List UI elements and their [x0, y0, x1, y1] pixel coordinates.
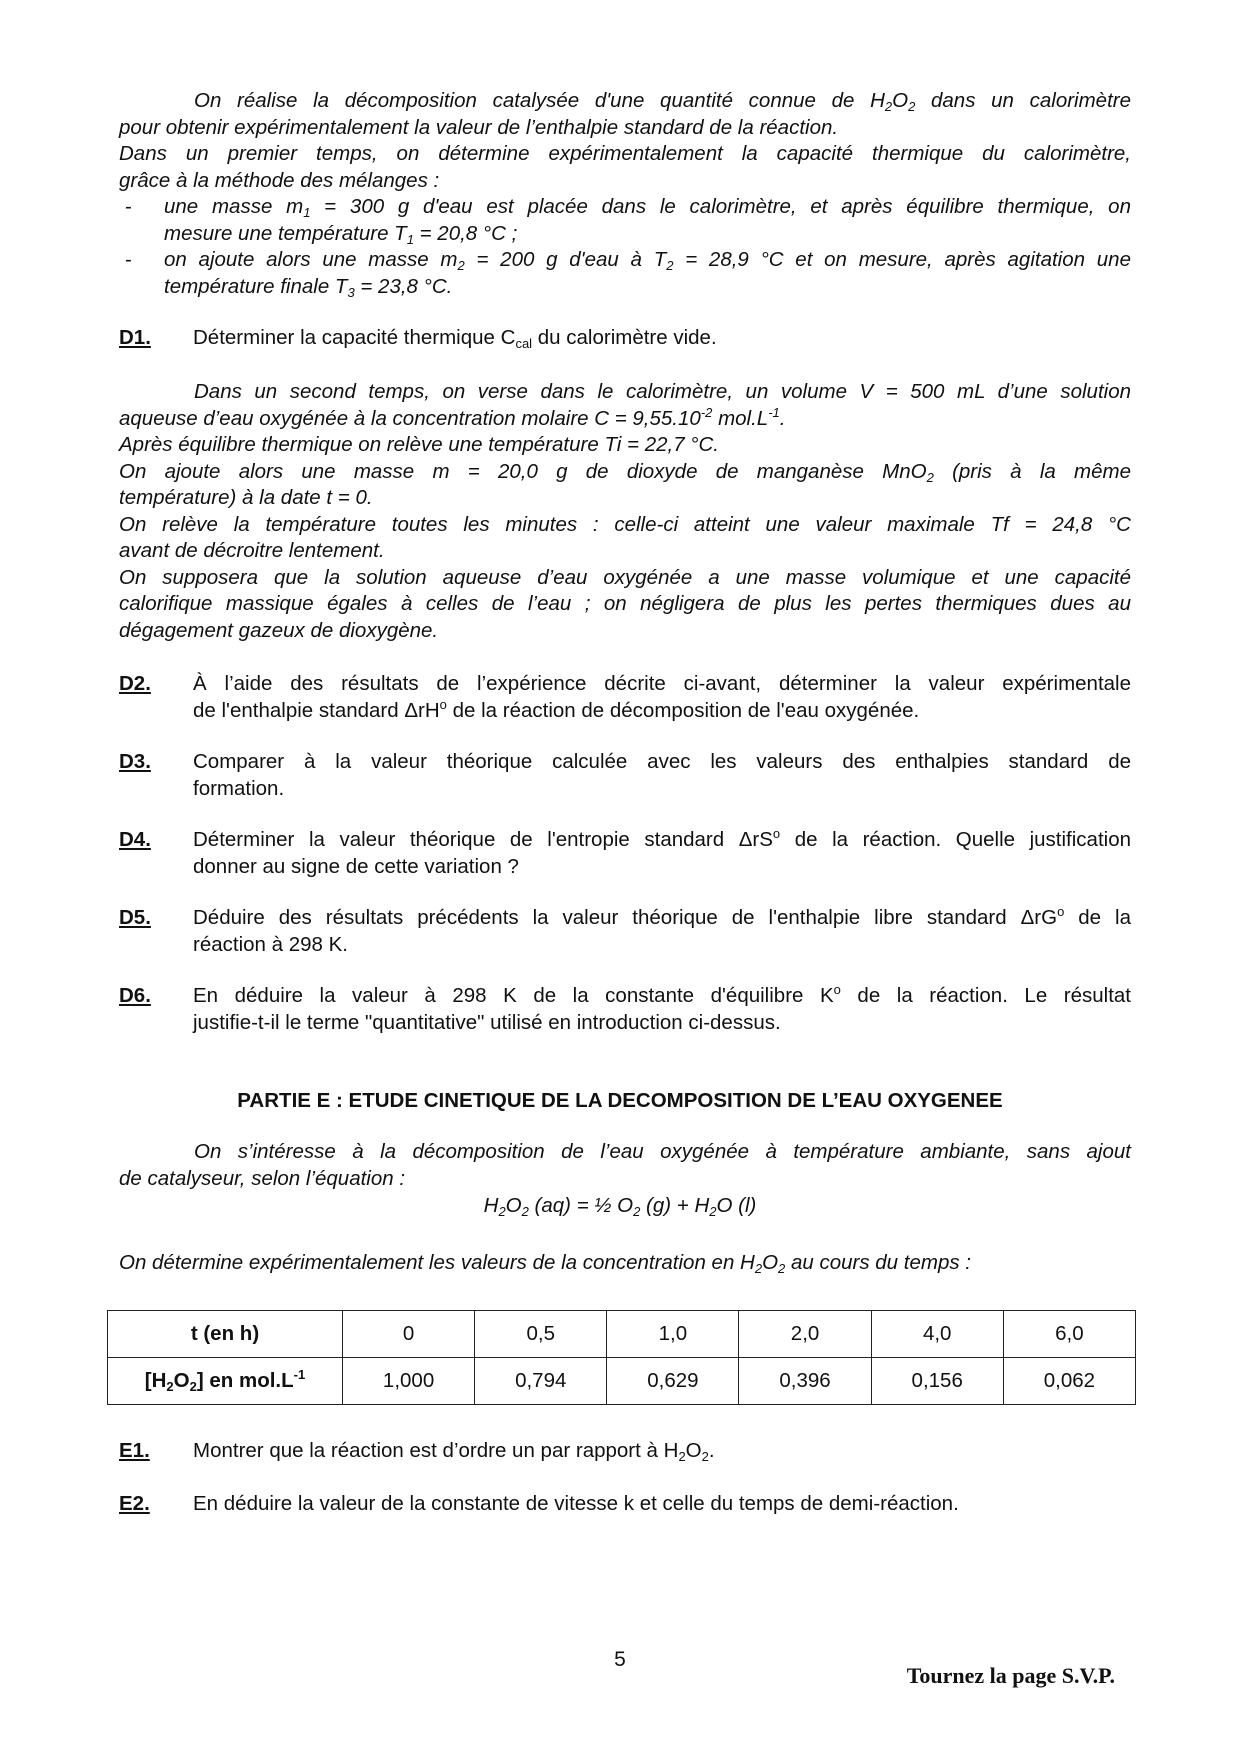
question-text: En déduire la valeur à 298 K de la constante d'équilibre $K^o$ de la réaction. Le résultat justifie-t-il le terme "quantitative" utilisé en introduction ci-dessus.	[193, 982, 1131, 1034]
intro-line-1: On réalise la décomposition catalysée d'une quantité connue de $H_2O_2$ dans un calorimètre	[194, 89, 1131, 114]
table-row	[108, 1311, 1136, 1358]
question-d4: D4. Déterminer la valeur théorique de l'entropie standard ΔrS$^o$ de la réaction. Quelle justification donner au signe de cette variation ?	[119, 827, 1131, 880]
question-d3: D3. Comparer à la valeur théorique calculée avec les valeurs des enthalpies standard de formation.	[119, 749, 1131, 802]
table-cell: 0,5	[475, 1311, 607, 1358]
bullet-1: - une masse $m_1 = 300$ g d'eau est placée dans le calorimètre, et après équilibre thermique, on mesure une température $T_1 = 20,8$ °C ;	[125, 195, 1131, 247]
concentration-table	[107, 1310, 1136, 1405]
question-d6: D6. En déduire la valeur à 298 K de la constante d'équilibre $K^o$ de la réaction. Le résultat justifie-t-il le terme "quantitative" utilisé en introduction ci-dessus.	[119, 983, 1131, 1036]
question-d5: D5. Déduire des résultats précédents la valeur théorique de l'enthalpie libre standard ΔrG$^o$ de la réaction à 298 K.	[119, 905, 1131, 958]
intro-line-3: Dans un premier temps, on détermine expérimentalement la capacité thermique du calorimètre,	[119, 142, 1131, 165]
reaction-equation: $H_2O_2$ (aq) = ½ $O_2$ $(g) + H_2O$ (l)	[483, 1194, 757, 1219]
question-text: Déterminer la valeur théorique de l'entropie standard ΔrS$^o$ de la réaction. Quelle justification donner au signe de cette variation ?	[193, 826, 1132, 878]
intro-line-4: grâce à la méthode des mélanges :	[119, 168, 440, 192]
table-caption: On détermine expérimentalement les valeurs de la concentration en $H_2O_2$ au cours du temps :	[119, 1251, 971, 1276]
intro-line-2: pour obtenir expérimentalement la valeur de l’enthalpie standard de la réaction.	[119, 115, 839, 139]
table-cell: 1,0	[607, 1311, 739, 1358]
question-e1: E1. Montrer que la réaction est d’ordre un par rapport à $H_2O_2$.	[119, 1438, 1131, 1465]
bullet-2: - on ajoute alors une masse $m_2 = 200$ g d'eau à $T_2 = 28,9$ °C et on mesure, après agitation une température finale $T_3 = 23,8$ °C.	[125, 248, 1131, 300]
table-row	[108, 1358, 1136, 1405]
question-text: Déterminer la capacité thermique $C_{cal}$ du calorimètre vide.	[193, 326, 717, 351]
partE-intro: On s’intéresse à la décomposition de l’eau oxygénée à température ambiante, sans ajout de catalyseur, selon l’équation :	[119, 1140, 1131, 1190]
question-d1	[119, 325, 1131, 352]
table-cell: 0,156	[871, 1358, 1003, 1405]
question-text: À l’aide des résultats de l’expérience décrite ci-avant, déterminer la valeur expérimentale de l'enthalpie standard ΔrH$^o$ de la réaction de décomposition de l'eau oxygénée.	[193, 672, 1131, 722]
table-cell: 0,794	[475, 1358, 607, 1405]
turn-page-note: Tournez la page S.V.P.	[906, 1663, 1115, 1688]
table-cell: 4,0	[871, 1311, 1003, 1358]
table-cell: 1,000	[343, 1358, 475, 1405]
second-paragraph: Dans un second temps, on verse dans le calorimètre, un volume V = 500 mL d’une solution aqueuse d’eau oxygénée à la concentration molaire $C = 9,55.10^{-2}$ $mol.L^{-1}$. Après équilibre thermique on relève une température Ti = 22,7 °C. On ajoute alors une masse m = 20,0 g de dioxyde de manganèse MnO$_2$ (pris à la même température) à la date t = 0. On relève la température toutes les minutes : celle-ci atteint une valeur maximale Tf = 24,8 °C avant de décroitre lentement. On supposera que la solution aqueuse d’eau oxygénée a une masse volumique et une capacité calorifique massique égales à celles de l’eau ; on négligera de plus les pertes thermiques dues au dégagement gazeux de dioxygène.	[119, 380, 1131, 642]
table-header-time: t (en h)	[108, 1311, 343, 1358]
table-cell: 0,396	[739, 1358, 871, 1405]
question-text: Déduire des résultats précédents la valeur théorique de l'enthalpie libre standard ΔrG$^o$ de la réaction à 298 K.	[193, 904, 1131, 956]
question-e2: E2. En déduire la valeur de la constante de vitesse k et celle du temps de demi-réaction.	[119, 1491, 1131, 1518]
table-header-concentration: $[H_2O_2]$ en $mol.L^{-1}$	[108, 1358, 343, 1405]
question-d2: D2. À l’aide des résultats de l’expérience décrite ci-avant, déterminer la valeur expérimentale de l'enthalpie standard ΔrH$^o$ de la réaction de décomposition de l'eau oxygénée.	[119, 671, 1131, 724]
table-cell: 2,0	[739, 1311, 871, 1358]
table-cell: 0,062	[1003, 1358, 1135, 1405]
question-text: En déduire la valeur de la constante de vitesse k et celle du temps de demi-réaction.	[193, 1492, 959, 1515]
table-cell: 0	[343, 1311, 475, 1358]
intro-paragraph	[119, 88, 1131, 300]
question-text: Montrer que la réaction est d’ordre un par rapport à $H_2O_2$.	[193, 1439, 715, 1464]
section-title: PARTIE E : ETUDE CINETIQUE DE LA DECOMPOSITION DE L’EAU OXYGENEE	[237, 1089, 1003, 1112]
page-number: 5	[614, 1648, 626, 1671]
question-text: Comparer à la valeur théorique calculée avec les valeurs des enthalpies standard de formation.	[193, 750, 1131, 800]
table-cell: 0,629	[607, 1358, 739, 1405]
table-cell: 6,0	[1003, 1311, 1135, 1358]
question-label: D1.	[119, 326, 151, 349]
